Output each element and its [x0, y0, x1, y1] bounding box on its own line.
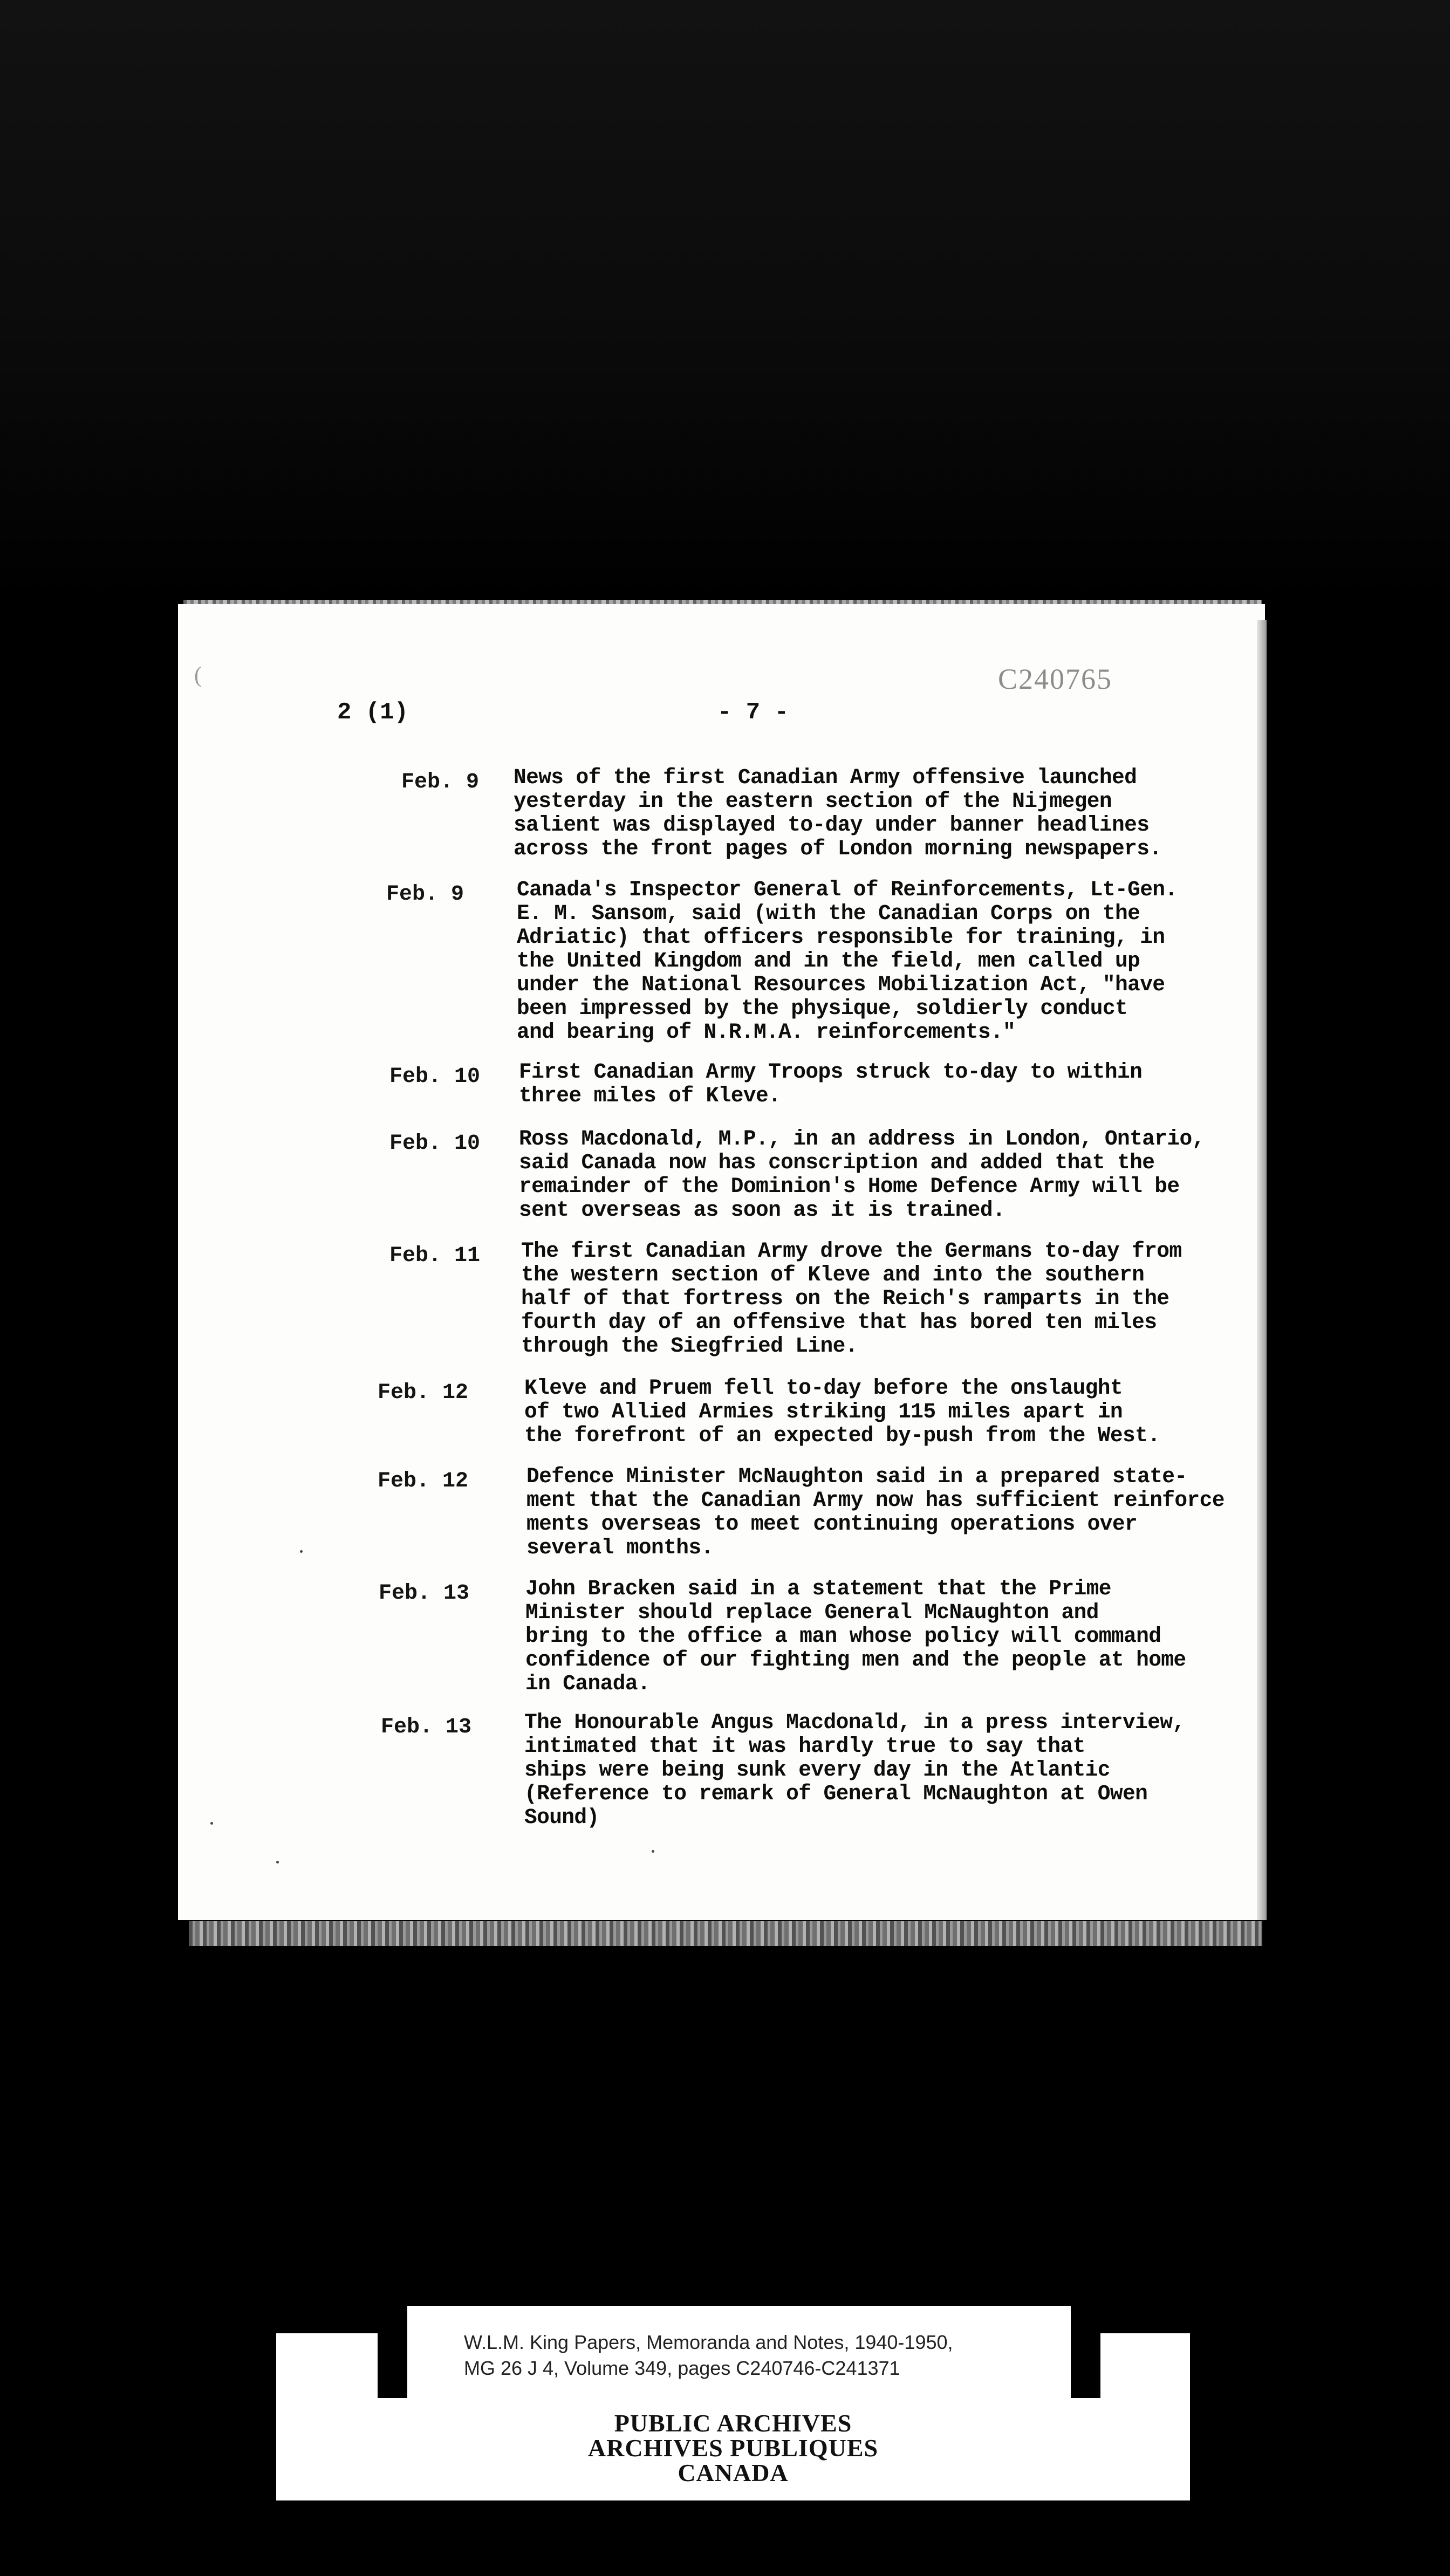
- scan-background: [0, 0, 1450, 604]
- entry-text: John Bracken said in a statement that the Prime Minister should replace General McNaughton and bring to the office a man whose policy will command confidence of our fighting men and the people at home in Canada.: [525, 1577, 1186, 1696]
- entry-text: First Canadian Army Troops struck to-day to within three miles of Kleve.: [519, 1060, 1143, 1108]
- entry-date: Feb. 11: [389, 1244, 480, 1268]
- entry-date: Feb. 13: [380, 1715, 471, 1739]
- entry-date: Feb. 9: [386, 882, 464, 907]
- caption-reference-line: MG 26 J 4, Volume 349, pages C240746-C241371: [464, 2357, 900, 2379]
- entry-date: Feb. 9: [401, 770, 479, 794]
- entry-date: Feb. 10: [389, 1132, 480, 1156]
- scan-speck: [210, 1822, 213, 1825]
- caption-archive-fr: ARCHIVES PUBLIQUES: [587, 2434, 879, 2462]
- section-label: 2 (1): [337, 699, 409, 726]
- entry-date: Feb. 13: [378, 1581, 469, 1606]
- scan-speck: [300, 1550, 303, 1553]
- caption-archive-en: PUBLIC ARCHIVES: [614, 2409, 852, 2437]
- entry-text: Canada's Inspector General of Reinforcements, Lt-Gen. E. M. Sansom, said (with the Canadian Corps on the Adriatic) that officers responsible for training, in the United Kingdom and in the field, men called up under the National Resources Mobilization Act, "have been impressed by the physique, soldierly conduct and bearing of N.R.M.A. reinforcements.": [517, 878, 1178, 1044]
- entry-text: Kleve and Pruem fell to-day before the onslaught of two Allied Armies striking 115 miles apart in the forefront of an expected by-push from the West.: [524, 1376, 1160, 1448]
- entry-text: Ross Macdonald, M.P., in an address in London, Ontario, said Canada now has conscription and added that the remainder of the Dominion's Home Defence Army will be sent overseas as soon as it is trained.: [519, 1127, 1205, 1222]
- document-number-stamp: C240765: [998, 663, 1113, 695]
- entry-text: Defence Minister McNaughton said in a prepared state- ment that the Canadian Army now has sufficient reinforce ments overseas to meet continuing operations over several months.: [526, 1464, 1225, 1560]
- entry-text: The first Canadian Army drove the Germans to-day from the western section of Kleve and into the southern half of that fortress on the Reich's ramparts in the fourth day of an offensive that has bored ten miles through the Siegfried Line.: [521, 1239, 1182, 1358]
- caption-notch-left: [378, 2333, 407, 2398]
- entry-date: Feb. 12: [377, 1469, 468, 1493]
- entry-date: Feb. 10: [389, 1065, 480, 1089]
- entry-text: News of the first Canadian Army offensive launched yesterday in the eastern section of the Nijmegen salient was displayed to-day under banner headlines across the front pages of London morning newspapers.: [514, 765, 1162, 861]
- page-bottom-edge: [189, 1921, 1262, 1946]
- entry-date: Feb. 12: [377, 1381, 468, 1405]
- caption-notch-right: [1071, 2333, 1100, 2398]
- scan-speck: [276, 1861, 279, 1864]
- margin-mark: (: [194, 663, 202, 688]
- page-number: - 7 -: [717, 699, 789, 726]
- scan-speck: [652, 1850, 654, 1853]
- caption-country: CANADA: [678, 2459, 789, 2486]
- caption-collection-line: W.L.M. King Papers, Memoranda and Notes, 1940-1950,: [464, 2331, 953, 2353]
- entry-text: The Honourable Angus Macdonald, in a press interview, intimated that it was hardly true to say that ships were being sunk every day in the Atlantic (Reference to remark of General McNaughton at Owen Sound): [524, 1710, 1185, 1830]
